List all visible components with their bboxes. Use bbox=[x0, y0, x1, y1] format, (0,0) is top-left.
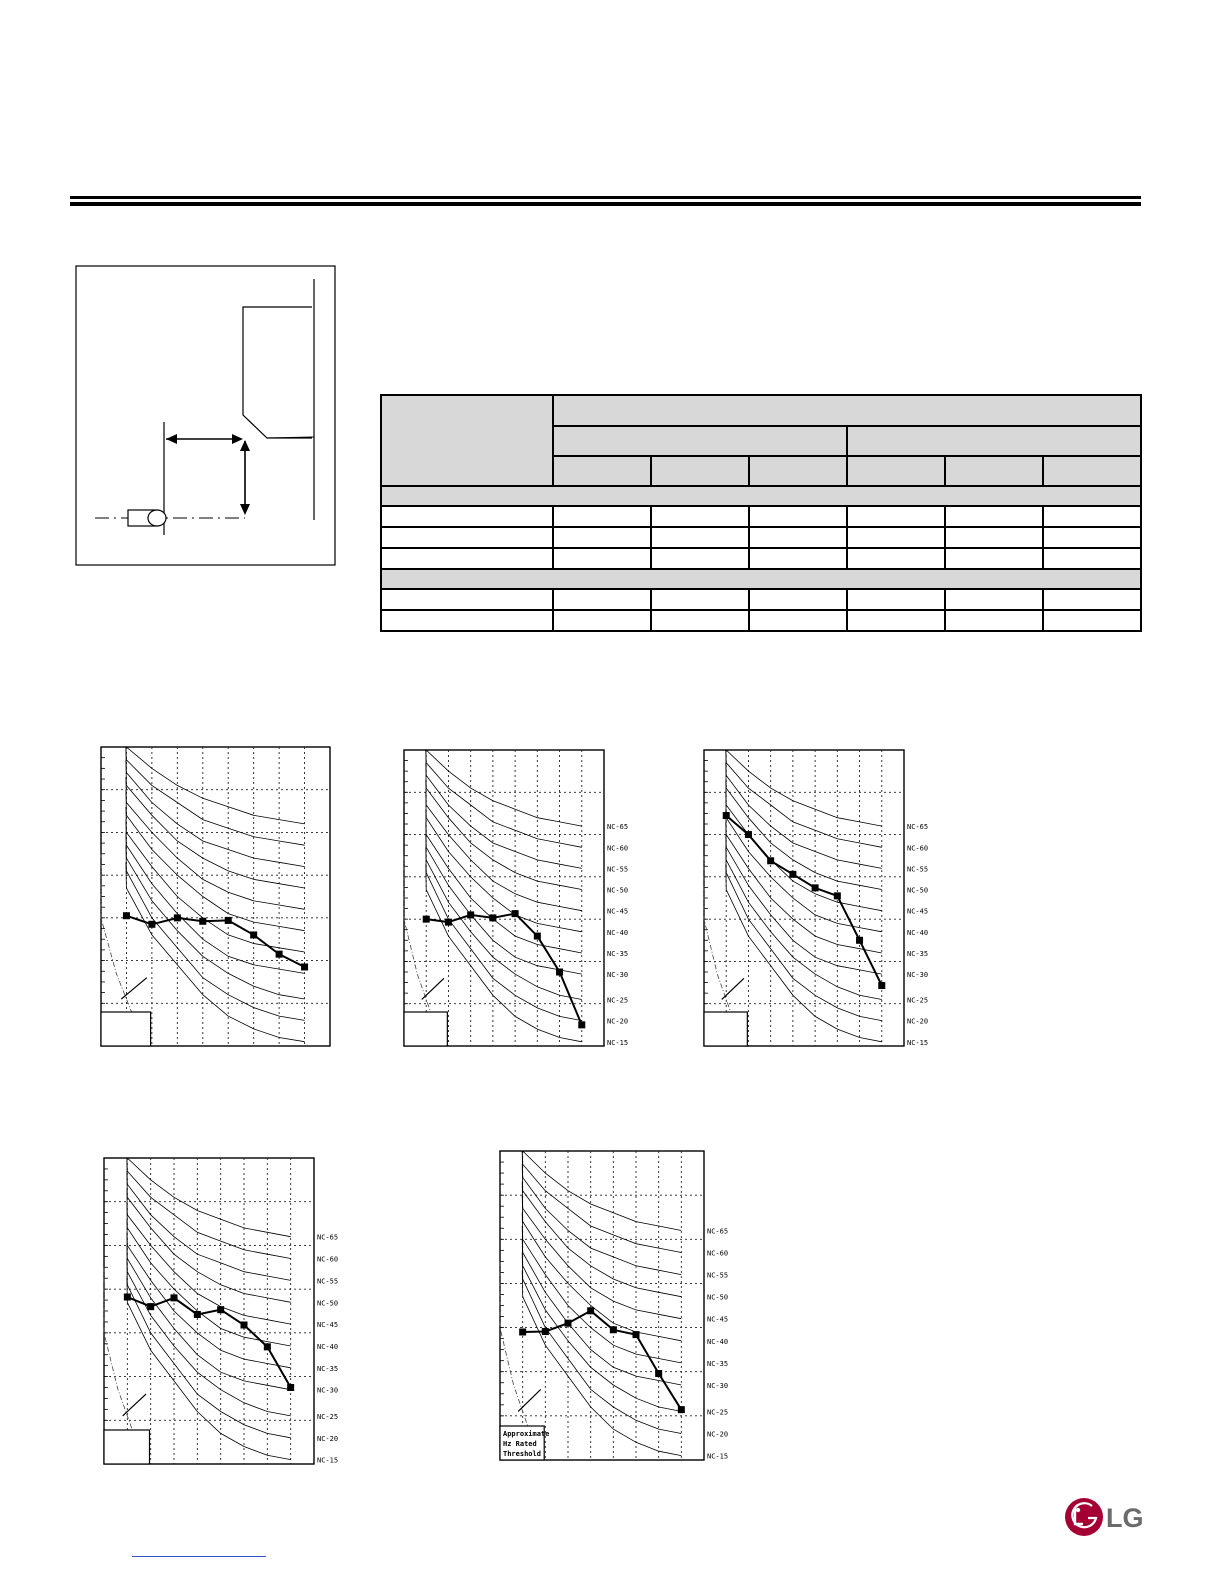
nc-curve-label: NC-45 bbox=[707, 1315, 729, 1324]
data-point bbox=[123, 912, 130, 919]
data-point bbox=[241, 1321, 248, 1328]
nc-curve-label: NC-65 bbox=[317, 1233, 339, 1242]
data-point bbox=[445, 919, 452, 926]
data-point bbox=[225, 917, 232, 924]
data-point bbox=[578, 1021, 585, 1028]
nc-curve-label: NC-35 bbox=[907, 949, 929, 958]
data-point bbox=[834, 892, 841, 899]
table-column-header bbox=[847, 456, 945, 486]
nc-curve-label: NC-15 bbox=[607, 1038, 629, 1047]
data-point bbox=[194, 1311, 201, 1318]
nc-curve-label: NC-25 bbox=[607, 996, 629, 1005]
table-column-header bbox=[945, 456, 1043, 486]
nc-curve-label: NC-25 bbox=[707, 1408, 729, 1417]
data-point bbox=[199, 918, 206, 925]
nc-curve-label: NC-65 bbox=[907, 823, 929, 832]
nc-curve-label: NC-50 bbox=[607, 886, 629, 895]
legend-box bbox=[101, 1012, 151, 1046]
nc-curve-label: NC-45 bbox=[907, 907, 929, 916]
table-row bbox=[381, 610, 1141, 631]
nc-curve-label: NC-30 bbox=[707, 1381, 729, 1390]
data-point bbox=[171, 1294, 178, 1301]
nc-curve-label: NC-40 bbox=[317, 1342, 339, 1351]
nc-curve-label: NC-15 bbox=[907, 1038, 929, 1047]
table-header-row bbox=[381, 395, 1141, 426]
plot-frame bbox=[101, 747, 330, 1046]
table-subgroup-header-1 bbox=[553, 426, 847, 456]
lg-logo bbox=[1064, 1497, 1146, 1537]
table-row bbox=[381, 589, 1141, 610]
legend-box bbox=[704, 1012, 747, 1046]
data-point bbox=[250, 931, 257, 938]
legend-text: Approximate bbox=[503, 1430, 550, 1438]
table-subgroup-header-2 bbox=[847, 426, 1141, 456]
data-point bbox=[556, 969, 563, 976]
nc-curve-label: NC-40 bbox=[607, 928, 629, 937]
header-rule-top bbox=[70, 196, 1141, 199]
nc-curve-label: NC-25 bbox=[317, 1412, 339, 1421]
nc-curve-label: NC-60 bbox=[607, 844, 629, 853]
data-point bbox=[519, 1328, 526, 1335]
data-point bbox=[301, 963, 308, 970]
data-point bbox=[423, 916, 430, 923]
data-point bbox=[878, 982, 885, 989]
nc-chart-3 bbox=[703, 749, 935, 1048]
nc-curve-label: NC-65 bbox=[607, 823, 629, 832]
plot-frame bbox=[404, 750, 604, 1046]
table-model-header bbox=[381, 395, 553, 486]
nc-curve-label: NC-60 bbox=[907, 844, 929, 853]
data-point bbox=[534, 933, 541, 940]
table-column-header bbox=[553, 456, 651, 486]
legend-box bbox=[404, 1012, 447, 1046]
data-point bbox=[812, 884, 819, 891]
data-point bbox=[542, 1328, 549, 1335]
nc-curve-label: NC-30 bbox=[907, 971, 929, 980]
nc-chart-2 bbox=[403, 749, 635, 1048]
data-point bbox=[610, 1326, 617, 1333]
nc-curve-label: NC-55 bbox=[907, 865, 929, 874]
nc-curve-label: NC-20 bbox=[907, 1017, 929, 1026]
table-row bbox=[381, 548, 1141, 569]
nc-curve-label: NC-35 bbox=[607, 949, 629, 958]
nc-curve-label: NC-55 bbox=[707, 1271, 729, 1280]
data-point bbox=[287, 1384, 294, 1391]
nc-curve-label: NC-30 bbox=[607, 971, 629, 980]
data-point bbox=[678, 1406, 685, 1413]
nc-curve-label: NC-55 bbox=[607, 865, 629, 874]
header-rule-bottom bbox=[70, 202, 1141, 206]
nc-curve-label: NC-55 bbox=[317, 1277, 339, 1286]
data-point bbox=[745, 831, 752, 838]
data-point bbox=[276, 951, 283, 958]
measurement-diagram bbox=[75, 265, 337, 567]
data-point bbox=[633, 1331, 640, 1338]
data-point bbox=[723, 812, 730, 819]
plot-frame bbox=[104, 1158, 314, 1464]
legend-text: Threshold bbox=[503, 1450, 541, 1458]
nc-curve-label: NC-65 bbox=[707, 1227, 729, 1236]
nc-curve-label: NC-50 bbox=[317, 1299, 339, 1308]
nc-curve-label: NC-20 bbox=[317, 1434, 339, 1443]
data-point bbox=[174, 914, 181, 921]
data-point bbox=[124, 1294, 131, 1301]
nc-curve-label: NC-35 bbox=[317, 1364, 339, 1373]
table-section-row bbox=[381, 486, 1141, 506]
data-point bbox=[512, 910, 519, 917]
nc-chart-1 bbox=[100, 746, 332, 1048]
nc-curve-label: NC-50 bbox=[707, 1293, 729, 1302]
data-point bbox=[467, 911, 474, 918]
nc-curve-label: NC-25 bbox=[907, 996, 929, 1005]
nc-curve-label: NC-20 bbox=[607, 1017, 629, 1026]
nc-curve-label: NC-40 bbox=[707, 1337, 729, 1346]
data-point bbox=[264, 1343, 271, 1350]
data-point bbox=[767, 857, 774, 864]
table-column-header bbox=[651, 456, 749, 486]
table-column-header bbox=[1043, 456, 1141, 486]
nc-curve-label: NC-60 bbox=[707, 1249, 729, 1258]
data-point bbox=[856, 937, 863, 944]
nc-curve-label: NC-45 bbox=[317, 1321, 339, 1330]
plot-frame bbox=[500, 1151, 704, 1460]
data-point bbox=[148, 921, 155, 928]
data-point bbox=[587, 1307, 594, 1314]
data-point bbox=[489, 914, 496, 921]
table-row bbox=[381, 506, 1141, 527]
data-point bbox=[147, 1303, 154, 1310]
nc-curve-label: NC-40 bbox=[907, 928, 929, 937]
nc-curve-label: NC-50 bbox=[907, 886, 929, 895]
table-column-header bbox=[749, 456, 847, 486]
sound-spec-table bbox=[380, 394, 1142, 632]
nc-curve-label: NC-20 bbox=[707, 1430, 729, 1439]
data-point bbox=[655, 1370, 662, 1377]
legend-box bbox=[104, 1430, 150, 1464]
nc-curve-label: NC-30 bbox=[317, 1386, 339, 1395]
plot-frame bbox=[704, 750, 904, 1046]
data-point bbox=[789, 871, 796, 878]
nc-curve-label: NC-15 bbox=[317, 1456, 339, 1465]
nc-curve-label: NC-45 bbox=[607, 907, 629, 916]
nc-curve-label: NC-60 bbox=[317, 1255, 339, 1264]
nc-chart-4 bbox=[103, 1157, 345, 1466]
lg-logo-text: LG bbox=[1106, 1503, 1144, 1533]
legend-text: Hz Rated bbox=[503, 1440, 537, 1448]
footer-link[interactable] bbox=[132, 1556, 266, 1557]
data-point bbox=[217, 1306, 224, 1313]
table-section-row bbox=[381, 569, 1141, 589]
nc-chart-5 bbox=[499, 1150, 735, 1462]
nc-curve-label: NC-15 bbox=[707, 1452, 729, 1461]
table-row bbox=[381, 527, 1141, 548]
nc-curve-label: NC-35 bbox=[707, 1359, 729, 1368]
data-point bbox=[565, 1320, 572, 1327]
table-group-header bbox=[553, 395, 1141, 426]
